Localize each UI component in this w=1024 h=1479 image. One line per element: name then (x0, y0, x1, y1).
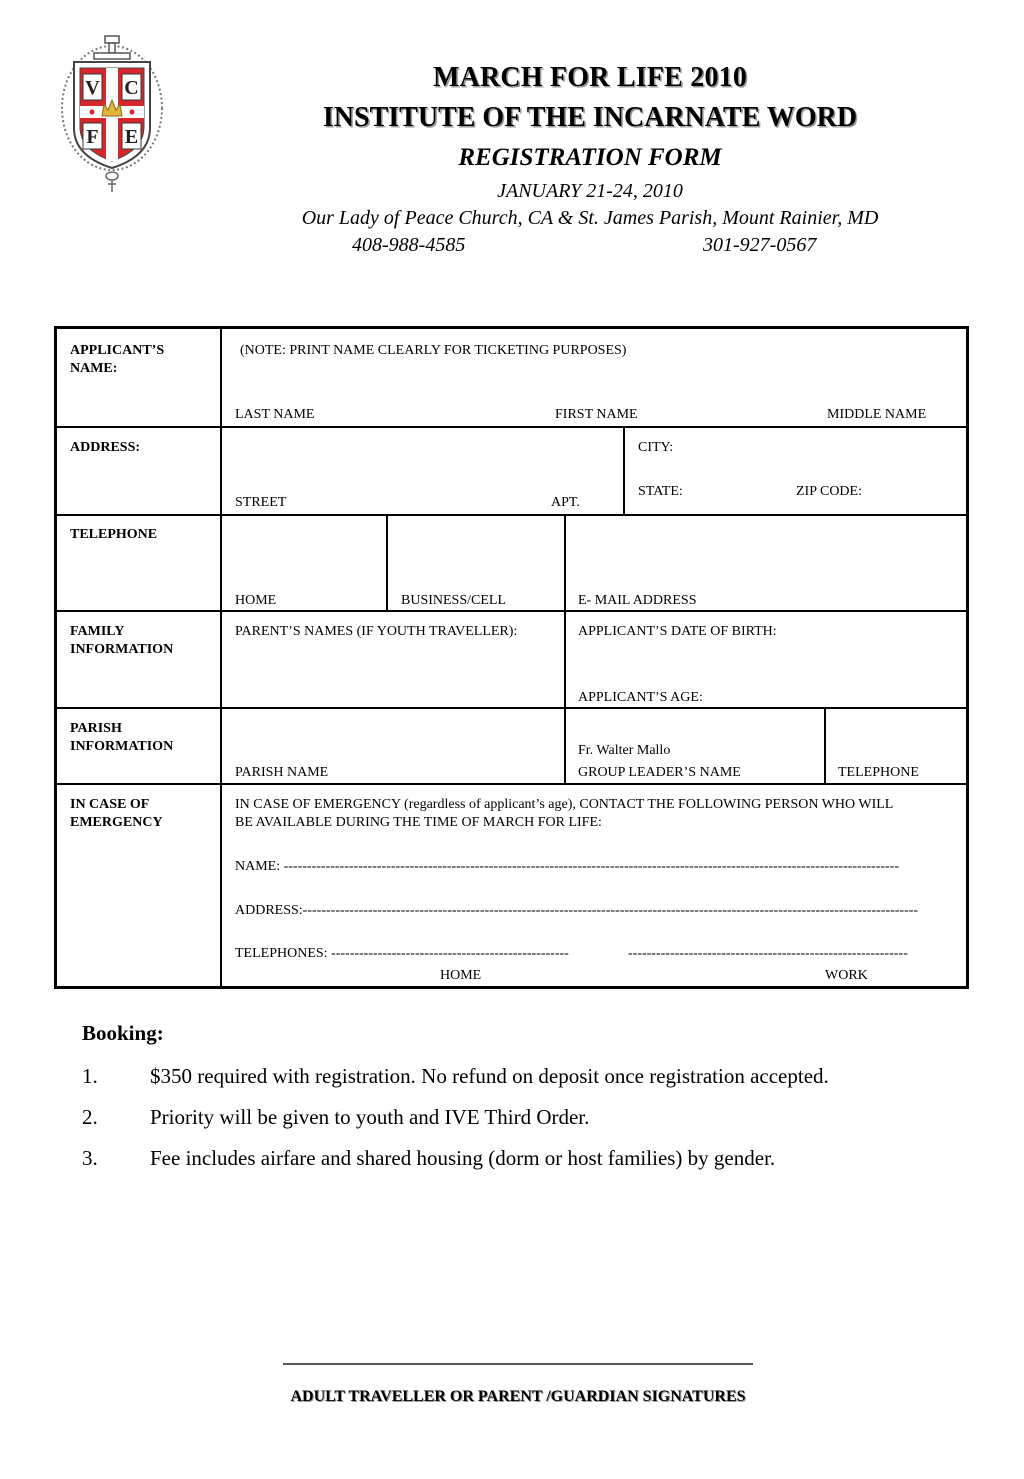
telephone-label: TELEPHONE (70, 527, 158, 542)
booking-item-text: $350 required with registration. No refund on deposit once registration accepted. (150, 1064, 829, 1088)
family-label-line1: FAMILY (70, 624, 125, 639)
booking-item-number: 3. (82, 1146, 98, 1170)
family-label-line2: INFORMATION (70, 642, 174, 657)
parish-name-label: PARISH NAME (235, 765, 329, 780)
title-registration-form: REGISTRATION FORM (458, 144, 722, 171)
booking-heading: Booking: (82, 1021, 164, 1045)
row-divider (57, 514, 966, 516)
phone-md: 301-927-0567 (703, 234, 817, 256)
applicant-name-label: APPLICANT’S NAME: (70, 343, 165, 376)
parents-names-label: PARENT’S NAMES (IF YOUTH TRAVELLER): (235, 624, 518, 639)
applicant-age-label: APPLICANT’S AGE: (578, 690, 703, 705)
booking-item (82, 1064, 829, 1089)
middle-name-label: MIDDLE NAME (827, 407, 927, 422)
email-address-label: E- MAIL ADDRESS (578, 593, 697, 608)
emergency-work-label: WORK (825, 968, 868, 983)
emergency-instruction-line1: IN CASE OF EMERGENCY (regardless of applicant’s age), CONTACT THE FOLLOWING PERSON WHO WILL (235, 797, 894, 812)
group-leader-value: Fr. Walter Mallo (578, 743, 671, 758)
emergency-label-line1: IN CASE OF (70, 797, 150, 812)
emergency-telephones-line: TELEPHONES: --------------------------------------------------- (235, 946, 569, 961)
emergency-instruction-line2: BE AVAILABLE DURING THE TIME OF MARCH FOR LIFE: (235, 815, 602, 830)
row-divider (57, 707, 966, 709)
last-name-label: LAST NAME (235, 407, 315, 422)
group-leader-label: GROUP LEADER’S NAME (578, 765, 741, 780)
title-march-for-life: MARCH FOR LIFE 2010 (432, 62, 748, 93)
row-divider (57, 610, 966, 612)
crest-letter-c: C (124, 77, 139, 99)
parish-telephone-divider (824, 708, 826, 784)
apt-label: APT. (551, 495, 580, 510)
address-label: ADDRESS: (70, 440, 141, 455)
state-label: STATE: (638, 484, 683, 499)
event-dates: JANUARY 21-24, 2010 (497, 180, 683, 202)
booking-item-number: 1. (82, 1064, 98, 1088)
parish-telephone-label: TELEPHONE (838, 765, 919, 780)
zip-code-label: ZIP CODE: (796, 484, 862, 499)
first-name-label: FIRST NAME (555, 407, 638, 422)
parish-label-line2: INFORMATION (70, 739, 174, 754)
family-information-label (70, 623, 173, 659)
phone-ca: 408-988-4585 (352, 234, 466, 256)
booking-item-text: Priority will be given to youth and IVE Third Order. (150, 1105, 590, 1129)
crest-letter-v: V (85, 77, 100, 99)
print-name-note: (NOTE: PRINT NAME CLEARLY FOR TICKETING PURPOSES) (240, 343, 627, 358)
booking-item (82, 1146, 775, 1171)
crest-letter-f: F (86, 126, 99, 148)
event-venues: Our Lady of Peace Church, CA & St. James Parish, Mount Rainier, MD (301, 207, 879, 229)
signature-line (283, 1363, 753, 1365)
address-city-divider (623, 427, 625, 515)
parish-information-label (70, 720, 173, 756)
business-cell-label: BUSINESS/CELL (401, 593, 507, 608)
middle-column-divider (564, 515, 566, 784)
signature-label: ADULT TRAVELLER OR PARENT /GUARDIAN SIGNATURES (290, 1388, 746, 1405)
title-institute: INSTITUTE OF THE INCARNATE WORD (322, 102, 858, 133)
booking-item-number: 2. (82, 1105, 98, 1129)
date-of-birth-label: APPLICANT’S DATE OF BIRTH: (578, 624, 777, 639)
emergency-address-line: ADDRESS:------------------------------------------------------------------------------------------------------------------------------------ (235, 903, 919, 918)
crest-letter-e: E (124, 126, 139, 148)
home-phone-label: HOME (235, 593, 277, 608)
street-label: STREET (235, 495, 287, 510)
booking-item (82, 1105, 589, 1130)
city-label: CITY: (638, 440, 674, 455)
booking-item-text: Fee includes airfare and shared housing (dorm or host families) by gender. (150, 1146, 776, 1170)
registration-form-table (54, 326, 969, 989)
emergency-work-phone-line: ------------------------------------------------------------ (628, 946, 908, 961)
institute-crest-logo (56, 30, 168, 196)
row-divider (57, 426, 966, 428)
emergency-home-label: HOME (440, 968, 482, 983)
parish-label-line1: PARISH (70, 721, 122, 736)
emergency-name-line: NAME: ------------------------------------------------------------------------------------------------------------------------------------ (235, 859, 900, 874)
telephone-divider (386, 515, 388, 611)
row-divider (57, 783, 966, 785)
emergency-label-line2: EMERGENCY (70, 815, 163, 830)
emergency-label (70, 796, 163, 832)
